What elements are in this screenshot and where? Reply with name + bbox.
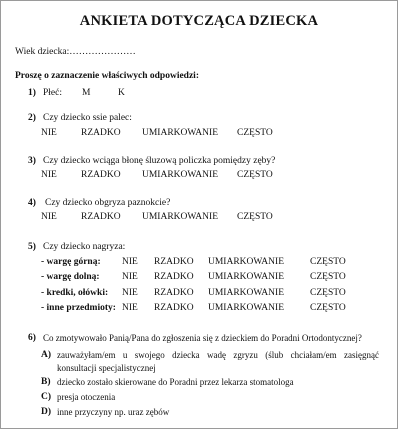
- age-field[interactable]: Wiek dziecka:…………………: [15, 47, 136, 57]
- q5-crayons-option-umiarkowanie[interactable]: UMIARKOWANIE: [208, 288, 284, 298]
- q5-item-label: - kredki, ołówki:: [41, 288, 109, 298]
- q1-option-k[interactable]: K: [118, 88, 125, 98]
- q5-item-label: - inne przedmioty:: [41, 303, 116, 313]
- q6-option-a[interactable]: zauważyłam/em u swojego dziecka wadę zgryzu (ślub chciałam/em zasięgnąć konsultacji specjalistycznej: [57, 350, 379, 373]
- q5-lower-option-nie[interactable]: NIE: [122, 272, 138, 282]
- q6-option-b-letter: B): [41, 377, 51, 387]
- q5-crayons-option-czesto[interactable]: CZĘSTO: [310, 288, 346, 298]
- q6-option-a-letter: A): [41, 350, 52, 360]
- q5-lower-option-czesto[interactable]: CZĘSTO: [310, 272, 346, 282]
- q5-text: Czy dziecko nagryza:: [43, 242, 126, 252]
- q1-option-m[interactable]: M: [82, 88, 91, 98]
- q2-text: Czy dziecko ssie palec:: [43, 113, 132, 123]
- q5-lower-option-rzadko[interactable]: RZADKO: [154, 272, 194, 282]
- q3-option-umiarkowanie[interactable]: UMIARKOWANIE: [142, 170, 218, 180]
- q2-option-czesto[interactable]: CZĘSTO: [237, 128, 273, 138]
- q5-crayons-option-nie[interactable]: NIE: [122, 288, 138, 298]
- q5-upper-option-umiarkowanie[interactable]: UMIARKOWANIE: [208, 257, 284, 267]
- q5-item-label: - wargę górną:: [41, 257, 101, 267]
- q1-text: Płeć:: [43, 88, 62, 98]
- instruction-text: Proszę o zaznaczenie właściwych odpowiedzi:: [15, 71, 199, 81]
- q4-option-umiarkowanie[interactable]: UMIARKOWANIE: [142, 212, 218, 222]
- q6-option-c[interactable]: presja otoczenia: [57, 392, 116, 402]
- q4-text: Czy dziecko obgryza paznokcie?: [45, 198, 171, 208]
- q4-option-czesto[interactable]: CZĘSTO: [237, 212, 273, 222]
- q3-option-rzadko[interactable]: RZADKO: [81, 170, 121, 180]
- q5-number: 5): [28, 242, 36, 252]
- q5-other-option-nie[interactable]: NIE: [122, 303, 138, 313]
- q5-upper-option-rzadko[interactable]: RZADKO: [154, 257, 194, 267]
- q6-text: Co zmotywowało Panią/Pana do zgłoszenia się z dzieckiem do Poradni Ortodontycznej?: [43, 333, 362, 343]
- q5-crayons-option-rzadko[interactable]: RZADKO: [154, 288, 194, 298]
- q3-option-czesto[interactable]: CZĘSTO: [237, 170, 273, 180]
- q6-option-c-letter: C): [41, 392, 52, 402]
- q6-number: 6): [28, 333, 36, 343]
- q5-lower-option-umiarkowanie[interactable]: UMIARKOWANIE: [208, 272, 284, 282]
- q4-option-rzadko[interactable]: RZADKO: [81, 212, 121, 222]
- q6-option-b[interactable]: dziecko zostało skierowane do Poradni przez lekarza stomatologa: [57, 377, 294, 387]
- q2-option-nie[interactable]: NIE: [41, 128, 57, 138]
- q6-option-d[interactable]: inne przyczyny np. uraz zębów: [57, 407, 170, 417]
- q3-number: 3): [28, 156, 36, 166]
- q5-other-option-umiarkowanie[interactable]: UMIARKOWANIE: [208, 303, 284, 313]
- q4-option-nie[interactable]: NIE: [41, 212, 57, 222]
- q5-item-label: - wargę dolną:: [41, 272, 100, 282]
- q2-number: 2): [28, 113, 36, 123]
- q6-option-d-letter: D): [41, 407, 52, 417]
- q3-option-nie[interactable]: NIE: [41, 170, 57, 180]
- q2-option-rzadko[interactable]: RZADKO: [81, 128, 121, 138]
- q5-upper-option-czesto[interactable]: CZĘSTO: [310, 257, 346, 267]
- q5-upper-option-nie[interactable]: NIE: [122, 257, 138, 267]
- q4-number: 4): [28, 198, 36, 208]
- q5-other-option-czesto[interactable]: CZĘSTO: [310, 303, 346, 313]
- q2-option-umiarkowanie[interactable]: UMIARKOWANIE: [142, 128, 218, 138]
- q5-other-option-rzadko[interactable]: RZADKO: [154, 303, 194, 313]
- survey-title: ANKIETA DOTYCZĄCA DZIECKA: [79, 13, 319, 29]
- q1-number: 1): [28, 88, 36, 98]
- q3-text: Czy dziecko wciąga błonę śluzową policzka pomiędzy zęby?: [43, 156, 276, 166]
